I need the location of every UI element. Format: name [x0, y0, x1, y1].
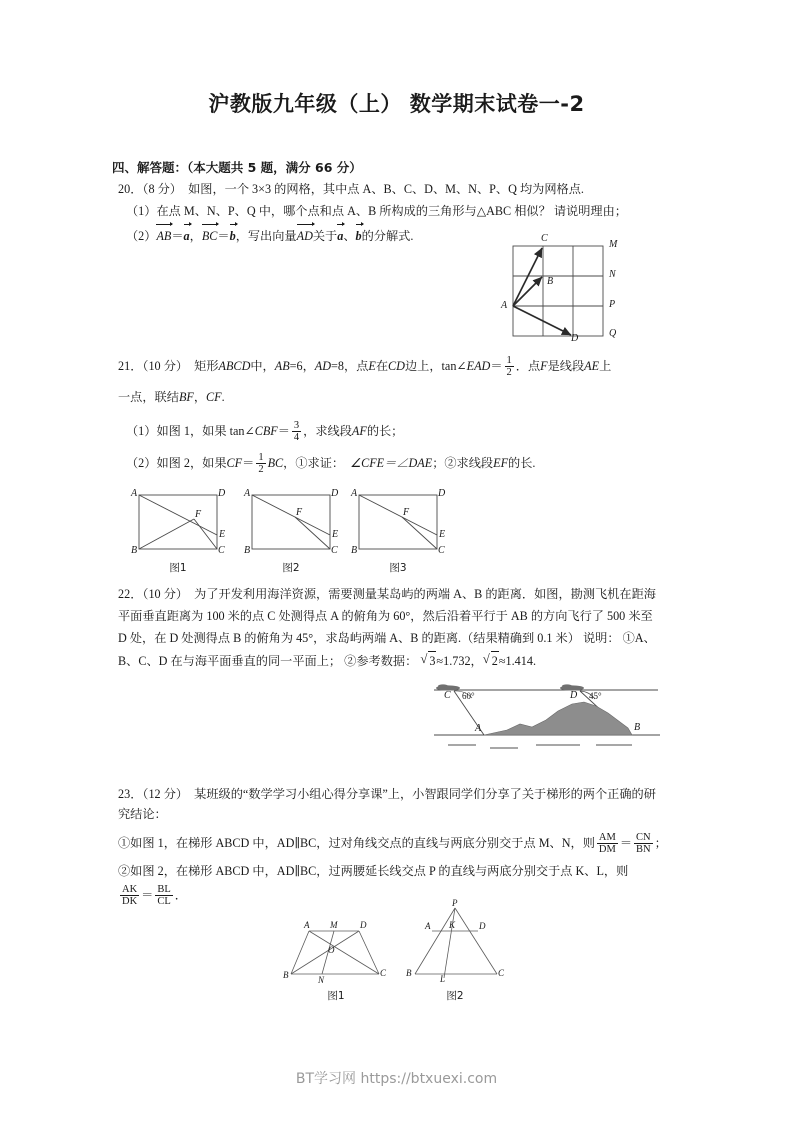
rect1-label-D: D: [218, 488, 226, 499]
vector-a-2: a: [337, 225, 343, 245]
q23-i1a: ①如图 1，在梯形 ABCD 中，AD∥BC，过对角线交点的直线与两底分别交于点 M、N，则: [118, 835, 595, 850]
sqrt-3: [420, 651, 436, 670]
q23-i1eq: ＝: [619, 835, 632, 850]
question-23-line1: 23．（12 分） 某班级的“数学学习小组心得分享课”上，小智跟同学们分享了关于梯形的两个正确的研: [118, 787, 656, 801]
trap2-label-A: A: [425, 921, 431, 931]
page-title: 沪教版九年级（上） 数学期末试卷一-2: [208, 92, 585, 116]
q23-f4num: BL: [157, 884, 171, 895]
q23-i2end: ．: [174, 887, 187, 902]
q20-p2-mid: ，写出向量: [235, 229, 297, 243]
rect2-label-F: F: [296, 507, 303, 518]
rect3-label-E: E: [439, 529, 446, 540]
grid-label-P: P: [609, 299, 616, 310]
q22-l4a: B、C、D 在与海平面垂直的同一平面上； ②参考数据：: [118, 654, 418, 668]
trap2-label-L: L: [440, 974, 446, 984]
trapezoid-fig-1: [283, 918, 398, 1000]
q21-eq: ＝: [490, 358, 503, 373]
island-svg: [432, 678, 664, 750]
vector-a: a: [184, 225, 190, 245]
grid-label-N: N: [609, 269, 616, 280]
q22-r2v: ≈1.414.: [498, 654, 536, 668]
q21-p2-num: 1: [258, 452, 264, 463]
q21-p1b: ，求线段: [303, 423, 352, 438]
rect2-label-B: B: [244, 545, 251, 556]
grid-label-M: M: [609, 239, 618, 250]
grid-label-B: B: [547, 276, 554, 287]
q21-frac-den: 2: [506, 367, 512, 378]
q21-p1-den: 4: [293, 432, 300, 443]
q21-cbf: CBF: [254, 423, 278, 438]
q20-p2-prefix: （2）: [126, 229, 157, 243]
q21-score: （10 分）: [142, 358, 189, 373]
island-shape: [484, 702, 632, 735]
q23-f1num: AM: [598, 832, 616, 843]
island-angle-45: 45°: [589, 691, 602, 701]
q21-tan: tan∠: [441, 358, 467, 373]
trap2-cap-prefix: 图: [446, 990, 457, 1002]
rect-fig-3: [350, 488, 455, 573]
q21-p2d: 的长.: [508, 455, 536, 470]
q23-i2eq: ＝: [141, 887, 154, 902]
q21-t1: ．点: [515, 358, 541, 373]
q23-i1end: ；: [654, 835, 667, 850]
q22-l1: 为了开发利用海洋资源，需要测量某岛屿的两端 A、B 的距离．如图，勘测飞机在距海: [194, 587, 656, 601]
rect1-cap-num: 1: [179, 562, 187, 574]
q23-l1: 某班级的“数学学习小组心得分享课”上，小智跟同学们分享了关于梯形的两个正确的研: [194, 787, 656, 801]
q21-ae: AE: [584, 358, 600, 373]
q21-l2c: ，: [193, 390, 207, 404]
q21-frac-num: 1: [506, 355, 512, 366]
fraction-three-quarters: [292, 420, 301, 443]
question-21-stem-line2: [118, 388, 225, 406]
trapezoid-fig-1-caption: [291, 988, 381, 1003]
q21-p2b: ，①求证：: [283, 455, 345, 470]
question-22-line1: 22．（10 分） 为了开发利用海洋资源，需要测量某岛屿的两端 A、B 的距离．如图，勘测飞机在距海: [118, 587, 656, 601]
question-21-part1: [126, 420, 403, 443]
trapezoid-fig-2-caption: [410, 988, 500, 1003]
island-label-A: A: [475, 723, 482, 734]
q21-ab: AB: [274, 358, 290, 373]
rect1-label-B: B: [131, 545, 138, 556]
rect3-label-C: C: [438, 545, 445, 556]
trap1-cap-prefix: 图: [327, 990, 338, 1002]
grid-3x3-figure: [497, 232, 647, 342]
trap1-label-B: B: [283, 970, 289, 980]
rect2-label-D: D: [331, 488, 339, 499]
trap1-label-D: D: [360, 920, 367, 930]
rect3-label-A: A: [351, 488, 358, 499]
q21-f: F: [540, 358, 548, 373]
rect2-cap-prefix: 图: [282, 562, 293, 574]
section-heading: 四、解答题：（本大题共 5 题，满分 66 分）: [112, 160, 362, 175]
island-label-B: B: [634, 722, 641, 733]
fraction-ak-dk: [120, 884, 139, 907]
trap1-label-O: O: [328, 945, 335, 955]
question-20-stem: 20．（8 分） 如图，一个 3×3 的网格，其中点 A、B、C、D、M、N、P、Q 均为网格点.: [118, 182, 584, 196]
q22-r3: 3: [428, 651, 436, 670]
q21-cf: CF: [206, 390, 222, 404]
vector-ad: AD: [297, 225, 313, 245]
q23-f2den: BN: [636, 844, 651, 855]
rect-fig-1: [130, 488, 235, 573]
grid-label-C: C: [541, 233, 548, 244]
question-23-item1: [118, 832, 667, 855]
q21-ead: EAD: [466, 358, 491, 373]
vector-ab: AB: [156, 225, 171, 245]
q20-score: （8 分）: [142, 182, 182, 196]
q21-p1a: （1）如图 1，如果 tan∠: [126, 423, 255, 438]
q20-comma: ，: [189, 229, 202, 243]
q20-stem-text: 如图，一个 3×3 的网格，其中点 A、B、C、D、M、N、P、Q 均为网格点.: [188, 182, 584, 196]
fraction-half-2: [256, 452, 265, 475]
rect2-label-C: C: [331, 545, 338, 556]
rect-fig-3-caption: [350, 560, 446, 575]
trap2-label-C: C: [498, 968, 505, 978]
question-20-part1: （1）在点 M、N、P、Q 中，哪个点和点 A、B 所构成的三角形与△ABC 相似？ 请说明理由；: [126, 204, 627, 218]
q21-af: AF: [351, 423, 367, 438]
rect3-label-B: B: [351, 545, 358, 556]
q21-bf: BF: [178, 390, 194, 404]
question-23-line2: 究结论：: [118, 807, 167, 821]
trap2-cap-num: 2: [456, 990, 464, 1002]
trap1-cap-num: 1: [337, 990, 345, 1002]
q20-dun: 、: [343, 229, 356, 243]
rect2-label-A: A: [244, 488, 251, 499]
q22-r3v: ≈1.732，: [436, 654, 483, 668]
q20-p2-tail: 关于: [312, 229, 338, 243]
grid-label-A: A: [501, 300, 508, 311]
q21-ad-val: =8，点: [331, 358, 369, 373]
question-22-line3: D 处，在 D 处测得点 B 的俯角为 45°，求岛屿两端 A、B 的距离.（结果精确到 0.1 米） 说明： ①A、: [118, 631, 656, 645]
vector-b-2: b: [356, 225, 362, 245]
rect1-label-A: A: [131, 488, 138, 499]
q21-p1eq: ＝: [277, 423, 290, 438]
q21-t2: 是线段: [547, 358, 585, 373]
rect1-label-C: C: [218, 545, 225, 556]
rect3-cap-num: 3: [399, 562, 407, 574]
q23-f1den: DM: [598, 844, 616, 855]
q23-f3den: DK: [122, 896, 138, 907]
q21-s3: 在: [375, 358, 389, 373]
rect3-cap-prefix: 图: [389, 562, 400, 574]
trapezoid-fig-2: [400, 898, 515, 1000]
trap2-label-P: P: [452, 898, 458, 908]
rect3-label-F: F: [403, 507, 410, 518]
question-20-part2: [126, 225, 413, 245]
q23-number: 23: [118, 787, 131, 801]
q21-t3: 上: [599, 358, 612, 373]
q21-p2-den: 2: [258, 464, 264, 475]
q21-p2eq: ＝: [242, 455, 255, 470]
question-22-line4: [118, 651, 536, 670]
question-21-stem: 21．（10 分） 矩形ABCD中，AB=6，AD=8，点E在CD边上，tan∠EAD＝ $\frac{1}{2}$ ．点F是线段AE上: [118, 355, 612, 378]
trap1-label-M: M: [330, 920, 338, 930]
sqrt-2: [483, 651, 499, 670]
question-23-item2-frac: [118, 884, 187, 907]
trap1-label-N: N: [318, 975, 325, 985]
q23-score: （12 分）: [142, 787, 189, 801]
q20-eq2: ＝: [217, 229, 230, 243]
q21-s4: 边上，: [404, 358, 442, 373]
q23-f3num: AK: [122, 884, 138, 895]
q21-ab-val: =6，: [289, 358, 315, 373]
vector-bc: BC: [202, 225, 218, 245]
vector-b: b: [230, 225, 236, 245]
q21-p1c: 的长；: [366, 423, 404, 438]
q20-p2-end: 的分解式.: [361, 229, 414, 243]
grid-label-D: D: [571, 333, 579, 344]
q20-eq1: ＝: [171, 229, 184, 243]
q21-p2c: ；②求线段: [432, 455, 494, 470]
q21-ef: EF: [493, 455, 509, 470]
rect2-cap-num: 2: [292, 562, 300, 574]
question-21-part2: [126, 452, 535, 475]
q21-ad: AD: [314, 358, 332, 373]
q21-abcd: ABCD: [218, 358, 251, 373]
grid-3x3-svg: [497, 232, 647, 342]
q21-number: 21: [118, 358, 131, 373]
fraction-cn-bn: [634, 832, 653, 855]
q21-s1: 矩形: [194, 358, 219, 373]
q22-number: 22: [118, 587, 131, 601]
island-elevation-figure: [432, 678, 664, 750]
island-label-C: C: [444, 690, 451, 701]
q23-f4den: CL: [157, 896, 171, 907]
trap1-label-A: A: [304, 920, 310, 930]
trap1-label-C: C: [380, 968, 387, 978]
q21-p1-num: 3: [293, 420, 300, 431]
fraction-half: [505, 355, 514, 378]
rect1-label-F: F: [195, 509, 202, 520]
rect-fig-2: [243, 488, 348, 573]
q21-p2a: （2）如图 2，如果: [126, 455, 227, 470]
q22-score: （10 分）: [142, 587, 189, 601]
fraction-am-dm: [597, 832, 618, 855]
q21-cfe: ∠CFE＝∠DAE: [350, 455, 433, 470]
q21-l2e: .: [221, 390, 225, 404]
island-label-D: D: [570, 690, 578, 701]
trap2-label-D: D: [479, 921, 486, 931]
q20-number: 20: [118, 182, 131, 196]
rect2-label-E: E: [332, 529, 339, 540]
q23-f2num: CN: [636, 832, 651, 843]
island-angle-60: 60°: [462, 691, 475, 701]
q21-e: E: [368, 358, 376, 373]
rect3-label-D: D: [438, 488, 446, 499]
q21-s2: 中，: [250, 358, 275, 373]
fraction-bl-cl: [155, 884, 172, 907]
question-22-line2: 平面垂直距离为 100 米的点 C 处测得点 A 的俯角为 60°，然后沿着平行于 AB 的方向飞行了 500 米至: [118, 609, 653, 623]
q21-cd: CD: [388, 358, 405, 373]
trap2-label-B: B: [406, 968, 412, 978]
q21-l2a: 一点，联结: [118, 390, 179, 404]
q21-p2-cf: CF: [226, 455, 243, 470]
rect-fig-2-caption: [243, 560, 339, 575]
rect1-label-E: E: [219, 529, 226, 540]
trap2-label-K: K: [449, 920, 456, 930]
q21-p2-bc: BC: [267, 455, 284, 470]
rect1-cap-prefix: 图: [169, 562, 180, 574]
question-23-item2: ②如图 2，在梯形 ABCD 中，AD∥BC，过两腰延长线交点 P 的直线与两底分别交于点 K、L，则: [118, 864, 629, 878]
grid-label-Q: Q: [609, 328, 617, 339]
rect-fig-1-caption: [130, 560, 226, 575]
footer-watermark: BT学习网 https://btxuexi.com: [295, 1071, 498, 1087]
q22-r2: 2: [491, 651, 499, 670]
